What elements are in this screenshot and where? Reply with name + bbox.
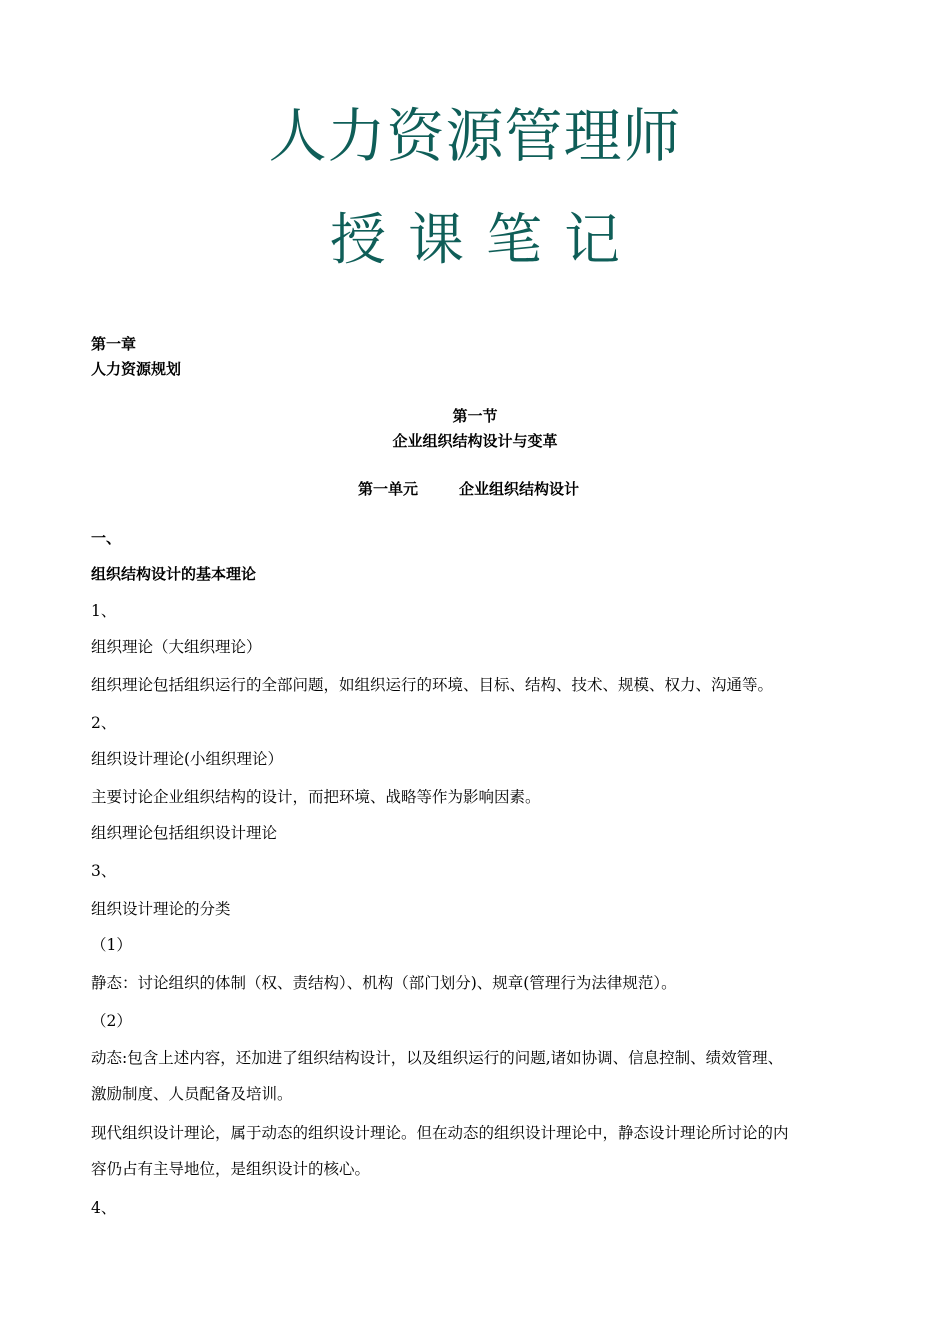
- modern-theory-line2: 容仍占有主导地位，是组织设计的核心。: [91, 1160, 371, 1178]
- section-title: 企业组织结构设计与变革: [392, 432, 558, 450]
- chapter-label: 第一章: [91, 335, 137, 353]
- item-1-text: 组织理论包括组织运行的全部问题，如组织运行的环境、目标、结构、技术、规模、权力、沟通等。: [91, 676, 774, 694]
- item-number-3: 3、: [91, 862, 117, 880]
- unit-label: 第一单元: [358, 480, 419, 498]
- sub-item-2-text-line1: 动态:包含上述内容，还加进了组织结构设计，以及组织运行的问题,诸如协调、信息控制、绩效管理、: [91, 1049, 784, 1067]
- document-title-line2: 授课笔记: [330, 208, 642, 273]
- heading-one-title: 组织结构设计的基本理论: [91, 565, 257, 583]
- section-label: 第一节: [452, 407, 498, 425]
- chapter-title: 人力资源规划: [91, 360, 182, 378]
- item-2-title: 组织设计理论(小组织理论）: [91, 750, 284, 768]
- sub-item-2-label: （2）: [91, 1012, 132, 1030]
- heading-number-one: 一、: [91, 529, 122, 547]
- modern-theory-line1: 现代组织设计理论，属于动态的组织设计理论。但在动态的组织设计理论中，静态设计理论所讨论的内: [91, 1124, 789, 1142]
- unit-title: 企业组织结构设计: [459, 480, 580, 498]
- document-title-line1: 人力资源管理师: [268, 102, 682, 170]
- sub-item-1-text: 静态：讨论组织的体制（权、责结构）、机构（部门划分)、规章(管理行为法律规范）。: [91, 974, 677, 992]
- item-number-4: 4、: [91, 1199, 117, 1217]
- item-number-2: 2、: [91, 714, 117, 732]
- item-number-1: 1、: [91, 602, 117, 620]
- sub-item-1-label: （1）: [91, 936, 132, 954]
- item-2-note: 组织理论包括组织设计理论: [91, 824, 278, 842]
- sub-item-2-text-line2: 激励制度、人员配备及培训。: [91, 1085, 293, 1103]
- item-3-title: 组织设计理论的分类: [91, 900, 231, 918]
- item-1-title: 组织理论（大组织理论）: [91, 638, 262, 656]
- item-2-text: 主要讨论企业组织结构的设计，而把环境、战略等作为影响因素。: [91, 788, 541, 806]
